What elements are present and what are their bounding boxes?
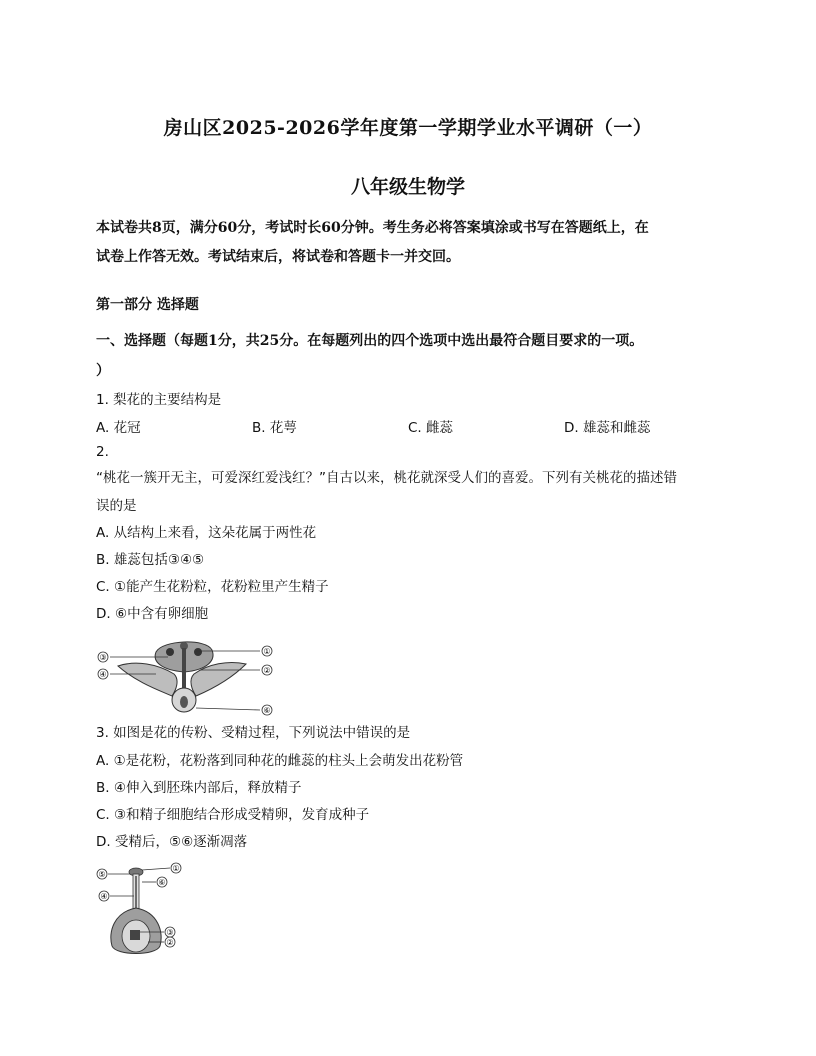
- label-6: ⑥: [158, 878, 166, 887]
- peach-flower-diagram: [96, 634, 276, 718]
- label-5: ⑤: [98, 870, 106, 879]
- q2-number: 2.: [96, 444, 109, 460]
- egg-cell: [130, 930, 140, 940]
- section-instruction-line-2: ）: [96, 363, 110, 379]
- q2-option-c[interactable]: C. ①能产生花粉粒，花粉粒里产生精子: [96, 579, 329, 595]
- q2-option-a[interactable]: A. 从结构上来看，这朵花属于两性花: [96, 525, 317, 541]
- q3-option-c[interactable]: C. ③和精子细胞结合形成受精卵，发育成种子: [96, 807, 370, 823]
- anther: [194, 648, 202, 656]
- label-4: ④: [100, 892, 108, 901]
- q3-option-b[interactable]: B. ④伸入到胚珠内部后，释放精子: [96, 780, 302, 796]
- label-2: ②: [263, 666, 271, 675]
- q1-stem: 1. 梨花的主要结构是: [96, 392, 222, 408]
- instructions-line-1: 本试卷共8页，满分60分，考试时长60分钟。考生务必将答案填涂或书写在答题纸上，在: [96, 220, 649, 236]
- exam-title: 房山区2025-2026学年度第一学期学业水平调研（一）: [163, 117, 653, 139]
- q3-option-a[interactable]: A. ①是花粉，花粉落到同种花的雌蕊的柱头上会萌发出花粉管: [96, 753, 464, 769]
- q2-stem-line-1: “桃花一簇开无主，可爱深红爱浅红？”自古以来，桃花就深受人们的喜爱。下列有关桃花的描述错: [96, 470, 677, 486]
- q2-option-d[interactable]: D. ⑥中含有卵细胞: [96, 606, 209, 622]
- part-heading: 第一部分 选择题: [96, 297, 199, 313]
- q1-option-d[interactable]: D. 雄蕊和雌蕊: [564, 420, 651, 436]
- anther: [166, 648, 174, 656]
- label-3: ③: [99, 653, 107, 662]
- pollination-fertilization-diagram: [96, 862, 192, 960]
- q3-stem: 3. 如图是花的传粉、受精过程，下列说法中错误的是: [96, 725, 411, 741]
- q2-stem-line-2: 误的是: [96, 498, 137, 514]
- ovule: [180, 696, 188, 708]
- section-instruction-line-1: 一、选择题（每题1分，共25分。在每题列出的四个选项中选出最符合题目要求的一项。: [96, 333, 644, 349]
- exam-instructions: [96, 214, 720, 272]
- label-2: ②: [166, 938, 174, 947]
- label-1: ①: [263, 647, 271, 656]
- exam-subtitle: 八年级生物学: [350, 176, 465, 198]
- q1-option-c[interactable]: C. 雌蕊: [408, 420, 454, 436]
- instructions-line-2: 试卷上作答无效。考试结束后，将试卷和答题卡一并交回。: [96, 249, 460, 265]
- q1-option-b[interactable]: B. 花萼: [252, 420, 297, 436]
- label-1: ①: [172, 864, 180, 873]
- style: [182, 648, 186, 694]
- q3-option-d[interactable]: D. 受精后，⑤⑥逐渐凋落: [96, 834, 248, 850]
- label-6: ⑥: [263, 706, 271, 715]
- label-4: ④: [99, 670, 107, 679]
- q2-option-b[interactable]: B. 雄蕊包括③④⑤: [96, 552, 205, 568]
- label-3: ③: [166, 928, 174, 937]
- q1-option-a[interactable]: A. 花冠: [96, 420, 141, 436]
